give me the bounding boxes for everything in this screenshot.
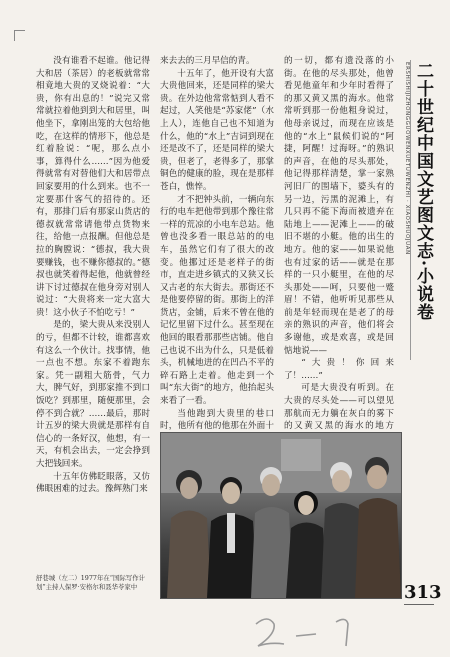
handwritten-mark <box>250 612 390 652</box>
side-header-pinyin: ERSHISHIJIZHONGGUOWENXUETUWENZHI · XIAOSHUOJUAN <box>404 62 410 255</box>
text-column-2 <box>160 55 274 445</box>
group-photo-illustration <box>161 433 401 598</box>
photo-caption: 舒巷城（左二）1977年在“国际写作计划”主持人保罗·安格尔和聂华苓家中 <box>36 574 145 591</box>
text-column-3 <box>284 55 394 432</box>
paragraph: 十五年了，他开设有大富大贵他回来，还是同样的梁大贵。在外边他常常惦到人看不起过，人笑他是“苏家佬”（水上人），连他自己也不知道为什么，他的“水上”吉词到现在还是改不了，还是同样的梁大贵，但老了，老得多了，那掌铜色的健康的脸，现在是那样苍白，憔悴。 <box>160 68 274 192</box>
page-number-rule <box>404 604 434 605</box>
paragraph: 才不把钟头前，一辆向东行的电车把他带到那个豫往常一样的荒凉的小电车总站。他曾也没多看一眼总站的的电车，虽然它们有了很大的改变。他挪过还是老样子的街市，直走进乡镇式的又狭又长又古老的东大街去。那街还不是他要停留的街。那街上的洋货店，金铺，后来不曾在他的记忆里留下过什么。甚至现在他回的眼看那那些店铺。他自己也说不出为什么，只是低着头，机械地进的在凹凸不平的碎石路上走着。他走到一个叫“东大街”的地方，他抬起头来看了一看。 <box>160 194 274 407</box>
paragraph: 十五年仿佛眨眼落，又仿佛眼困难的过去。豫辉熟门来 <box>36 471 150 495</box>
paragraph: 可是大贵没有听到。在大贵的尽头处——可以望见那航而无力躺在灰白的雾下的又黄又黑的海水的地方 <box>284 383 394 432</box>
group-photo <box>160 432 402 599</box>
paragraph: 的一切，都有遗没落的小街。在他的尽头那处，他曾看见他童年和少年时看得了的那又黄又黑的海水。他常常听到那一份他粗身说过，他母亲说过，而现在应该是他的“水上”鼠候们说的“阿捷，阿醒！过海呀。”的熟识的声音，在他的尽头那处，他记得那样清楚，掌一家熟河旧厂的围墙下，婆头有的另一边，污黑的泥滩上，有几只再不能下海而被遗弃在陆地上——泥滩上——的破旧不堪的小艇。他的出生的地方。他的家——如果说他也有过家的话——就是在那样的一只小艇里，在他的尽头那处——呵，只要他一蹙眉！不错，他听听见那些从前是年轻而现在是老了的母亲的熟识的声音，他们将会多谢他，或是欢喜，或是回惦地说—— <box>284 56 394 356</box>
corner-crop-mark <box>14 30 25 41</box>
paragraph: 没有谁看不起谁。他记得大和居（茶居）的老板就常常相竟地大贵的叉烧说着：“大贵，你有出息的！”说完又常常就拉着他到到大和居里，叫他坐下，拿刚出笼的大包给他吃，在这样的情形下，他总是红着脸说：“呢，那么点小事，算得什么……”因为他爱得就常有对替他们大和居带点回家要用的什么到来。也不一定要那什客气的招待的。还有，那排门后有那家山货店的德叔就常常请他带点货物来往，给他一点报酬。但他总是拉的胸膛说：“德叔，我大贵要赚钱，也不赚你德叔的。”德叔也就笑着得起他，他就曾经讲下讨过德叔在他身旁对别人说过：“大贵将来一定大富大贵！这小伙子不怕吃亏！” <box>36 56 150 318</box>
paragraph: 是的，梁大贵从来没别人的亏，但都不计较，谁都喜欢有这么一个伙计。找事情，他一点也不想。东家不着跑东家。凭一副粗大筋骨，气力大，脾气好，到那家推不到口饭吃？到那里，随便那里，会停不到合就？……最后，那时计五岁的梁大贵就是那样有自信心的一条好汉，他想，有一天，有机会出去，一定会挣到大把钱回来。 <box>36 320 150 469</box>
text-column-1 <box>36 55 150 495</box>
side-header-title: 二十世纪中国文艺图文志·小说卷 <box>413 62 433 321</box>
paragraph: “大贵！你回来了！……” <box>284 358 394 381</box>
paragraph: 来去去的三月早信的青。 <box>160 56 255 66</box>
paragraph: 当他跑到大贵里的巷口时，他所有他的他那在外面十 <box>160 408 274 432</box>
page-number: 313 <box>404 582 442 603</box>
